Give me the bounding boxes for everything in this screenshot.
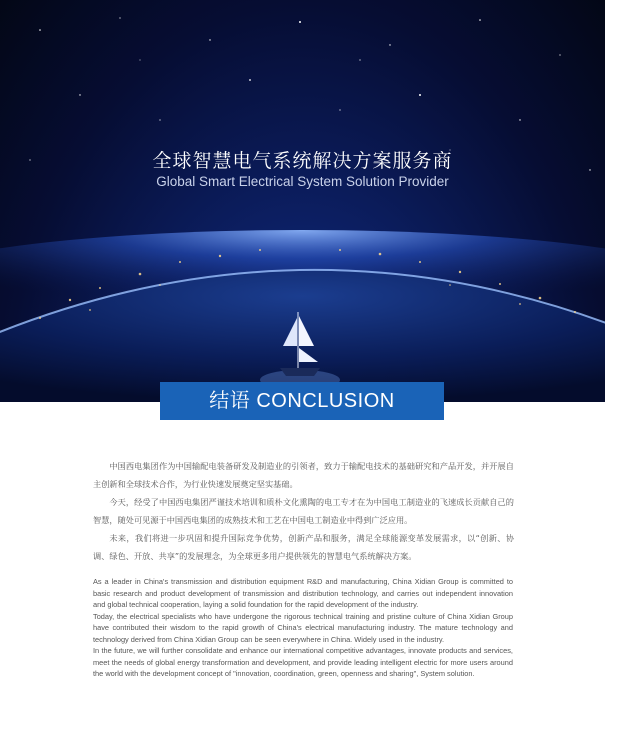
chinese-paragraph: 未来，我们将进一步巩固和提升国际竞争优势，创新产品和服务，满足全球能源变革发展需求，以“创新、协调、绿色、开放、共享”的发展理念，为全球更多用户提供领先的智慧电气系统解决方案。 <box>93 533 514 561</box>
english-paragraph: As a leader in China's transmission and distribution equipment R&D and manufacturing, China Xidian Group is committed to basic research and product development of transmission and distribution technology, and carries out independent innovation and global technical cooperation, laying a solid foundation for the rapid development of the industry. <box>93 577 513 609</box>
hero-title-chinese: 全球智慧电气系统解决方案服务商 <box>152 150 453 172</box>
chinese-paragraph: 今天，经受了中国西电集团严谨技术培训和质朴文化熏陶的电工专才在为中国电工制造业的飞速成长贡献自己的智慧，随处可见源于中国西电集团的成熟技术和工艺在中国电工制造业中得到广泛应用。 <box>93 497 514 525</box>
chinese-text-section <box>93 457 514 565</box>
hero-title-english: Global Smart Electrical System Solution Provider <box>156 174 449 189</box>
chinese-paragraph: 中国西电集团作为中国输配电装备研发及制造业的引领者，致力于输配电技术的基础研究和产品开发，并开展自主创新和全球技术合作，为行业快速发展奠定坚实基础。 <box>93 461 514 489</box>
conclusion-banner: 结语 CONCLUSION <box>160 382 444 420</box>
english-paragraph: Today, the electrical specialists who have undergone the rigorous technical training and pristine culture of China Xidian Group have contributed their wisdom to the rapid growth of China's electrical manufacturing industry. The mature technology and technology derived from China Xidian Group can be seen everywhere in China. Widely used in the industry. <box>93 611 513 644</box>
english-paragraph: In the future, we will further consolidate and enhance our international competitive advantages, innovate products and services, meet the needs of global energy transformation and development, and provide leading intelligent electric for more users around the world with the development concept of "innovation, coordination, green, openness and sharing", System solution. <box>93 646 513 678</box>
english-text-section <box>93 576 513 680</box>
